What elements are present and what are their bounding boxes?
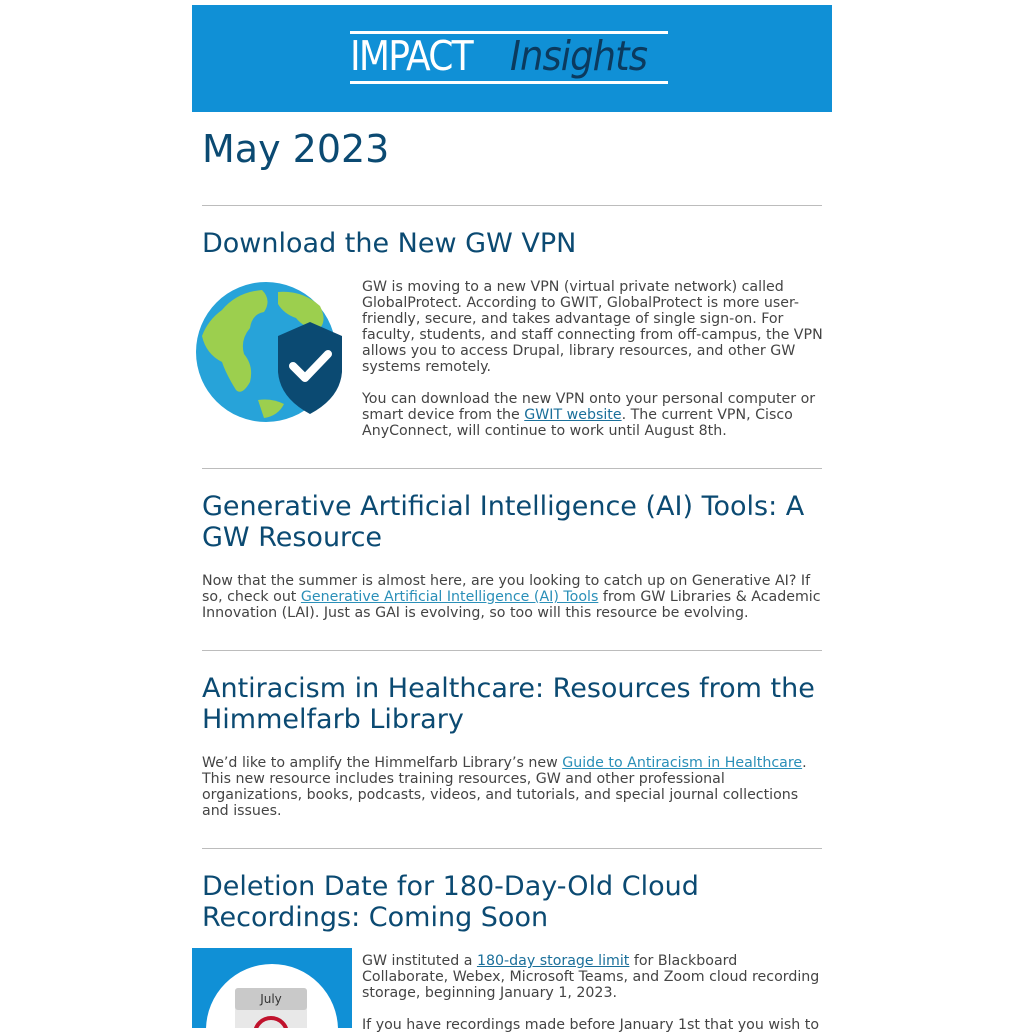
article-title-recordings: Deletion Date for 180-Day-Old Cloud Recordings: Coming Soon — [202, 871, 699, 933]
article-paragraph — [202, 755, 824, 819]
logo-impact: IMPACT — [350, 32, 472, 80]
text-run: We’d like to amplify the Himmelfarb Library’s new — [202, 755, 563, 771]
globe-shield-icon — [192, 270, 352, 430]
text-run: from GW Libraries & Academic Innovation (LAI). Just as GAI is evolving, so too will this resource be evolving. — [202, 589, 821, 621]
antiracism-guide-link[interactable]: Guide to Antiracism in Healthcare — [562, 755, 803, 771]
text-run: for Blackboard Collaborate, Webex, Microsoft Teams, and Zoom cloud recording storage, beginning January 1, 2023. — [362, 953, 820, 1001]
article-title-gai: Generative Artificial Intelligence (AI) Tools: A GW Resource — [202, 491, 805, 553]
article-paragraph: GW is moving to a new VPN (virtual private network) called GlobalProtect. According to GWIT, GlobalProtect is more user-friendly, secure, and takes advantage of single sign-on. For faculty, students, and staff connecting from off-campus, the VPN allows you to access Drupal, library resources, and other GW systems remotely. — [362, 279, 823, 375]
gai-tools-link[interactable]: Generative Artificial Intelligence (AI) Tools — [300, 589, 599, 605]
text-run: . The current VPN, Cisco AnyConnect, will continue to work until August 8th. — [362, 407, 793, 439]
article-paragraph: If you have recordings made before January 1st that you wish to — [362, 1017, 820, 1033]
article-paragraph — [362, 391, 824, 439]
calendar-month-label: July — [260, 992, 282, 1006]
divider — [202, 650, 822, 651]
calendar-icon — [192, 948, 352, 1028]
storage-limit-link[interactable]: 180-day storage limit — [476, 953, 630, 969]
divider — [202, 468, 822, 469]
issue-title: May 2023 — [202, 127, 390, 171]
divider — [202, 848, 822, 849]
issue-body — [192, 0, 832, 1033]
text-run: GW instituted a — [362, 953, 477, 969]
divider — [202, 205, 822, 206]
article-body-gai — [202, 573, 824, 621]
text-run: You can download the new VPN onto your personal computer or smart device from the — [362, 391, 816, 423]
gwit-website-link[interactable]: GWIT website — [524, 407, 622, 423]
article-paragraph — [362, 953, 824, 1001]
logo-insights: Insights — [510, 32, 648, 80]
article-body-vpn — [362, 279, 824, 439]
article-body-antiracism — [202, 755, 824, 819]
article-body-recordings — [362, 953, 824, 1033]
article-paragraph — [202, 573, 824, 621]
article-title-vpn: Download the New GW VPN — [202, 228, 577, 259]
text-run: . This new resource includes training resources, GW and other professional organizations, books, podcasts, videos, and tutorials, and special journal collections and issues. — [202, 755, 807, 819]
text-run: Now that the summer is almost here, are you looking to catch up on Generative AI? If so, check out — [202, 573, 811, 605]
article-title-antiracism: Antiracism in Healthcare: Resources from the Himmelfarb Library — [202, 673, 815, 735]
